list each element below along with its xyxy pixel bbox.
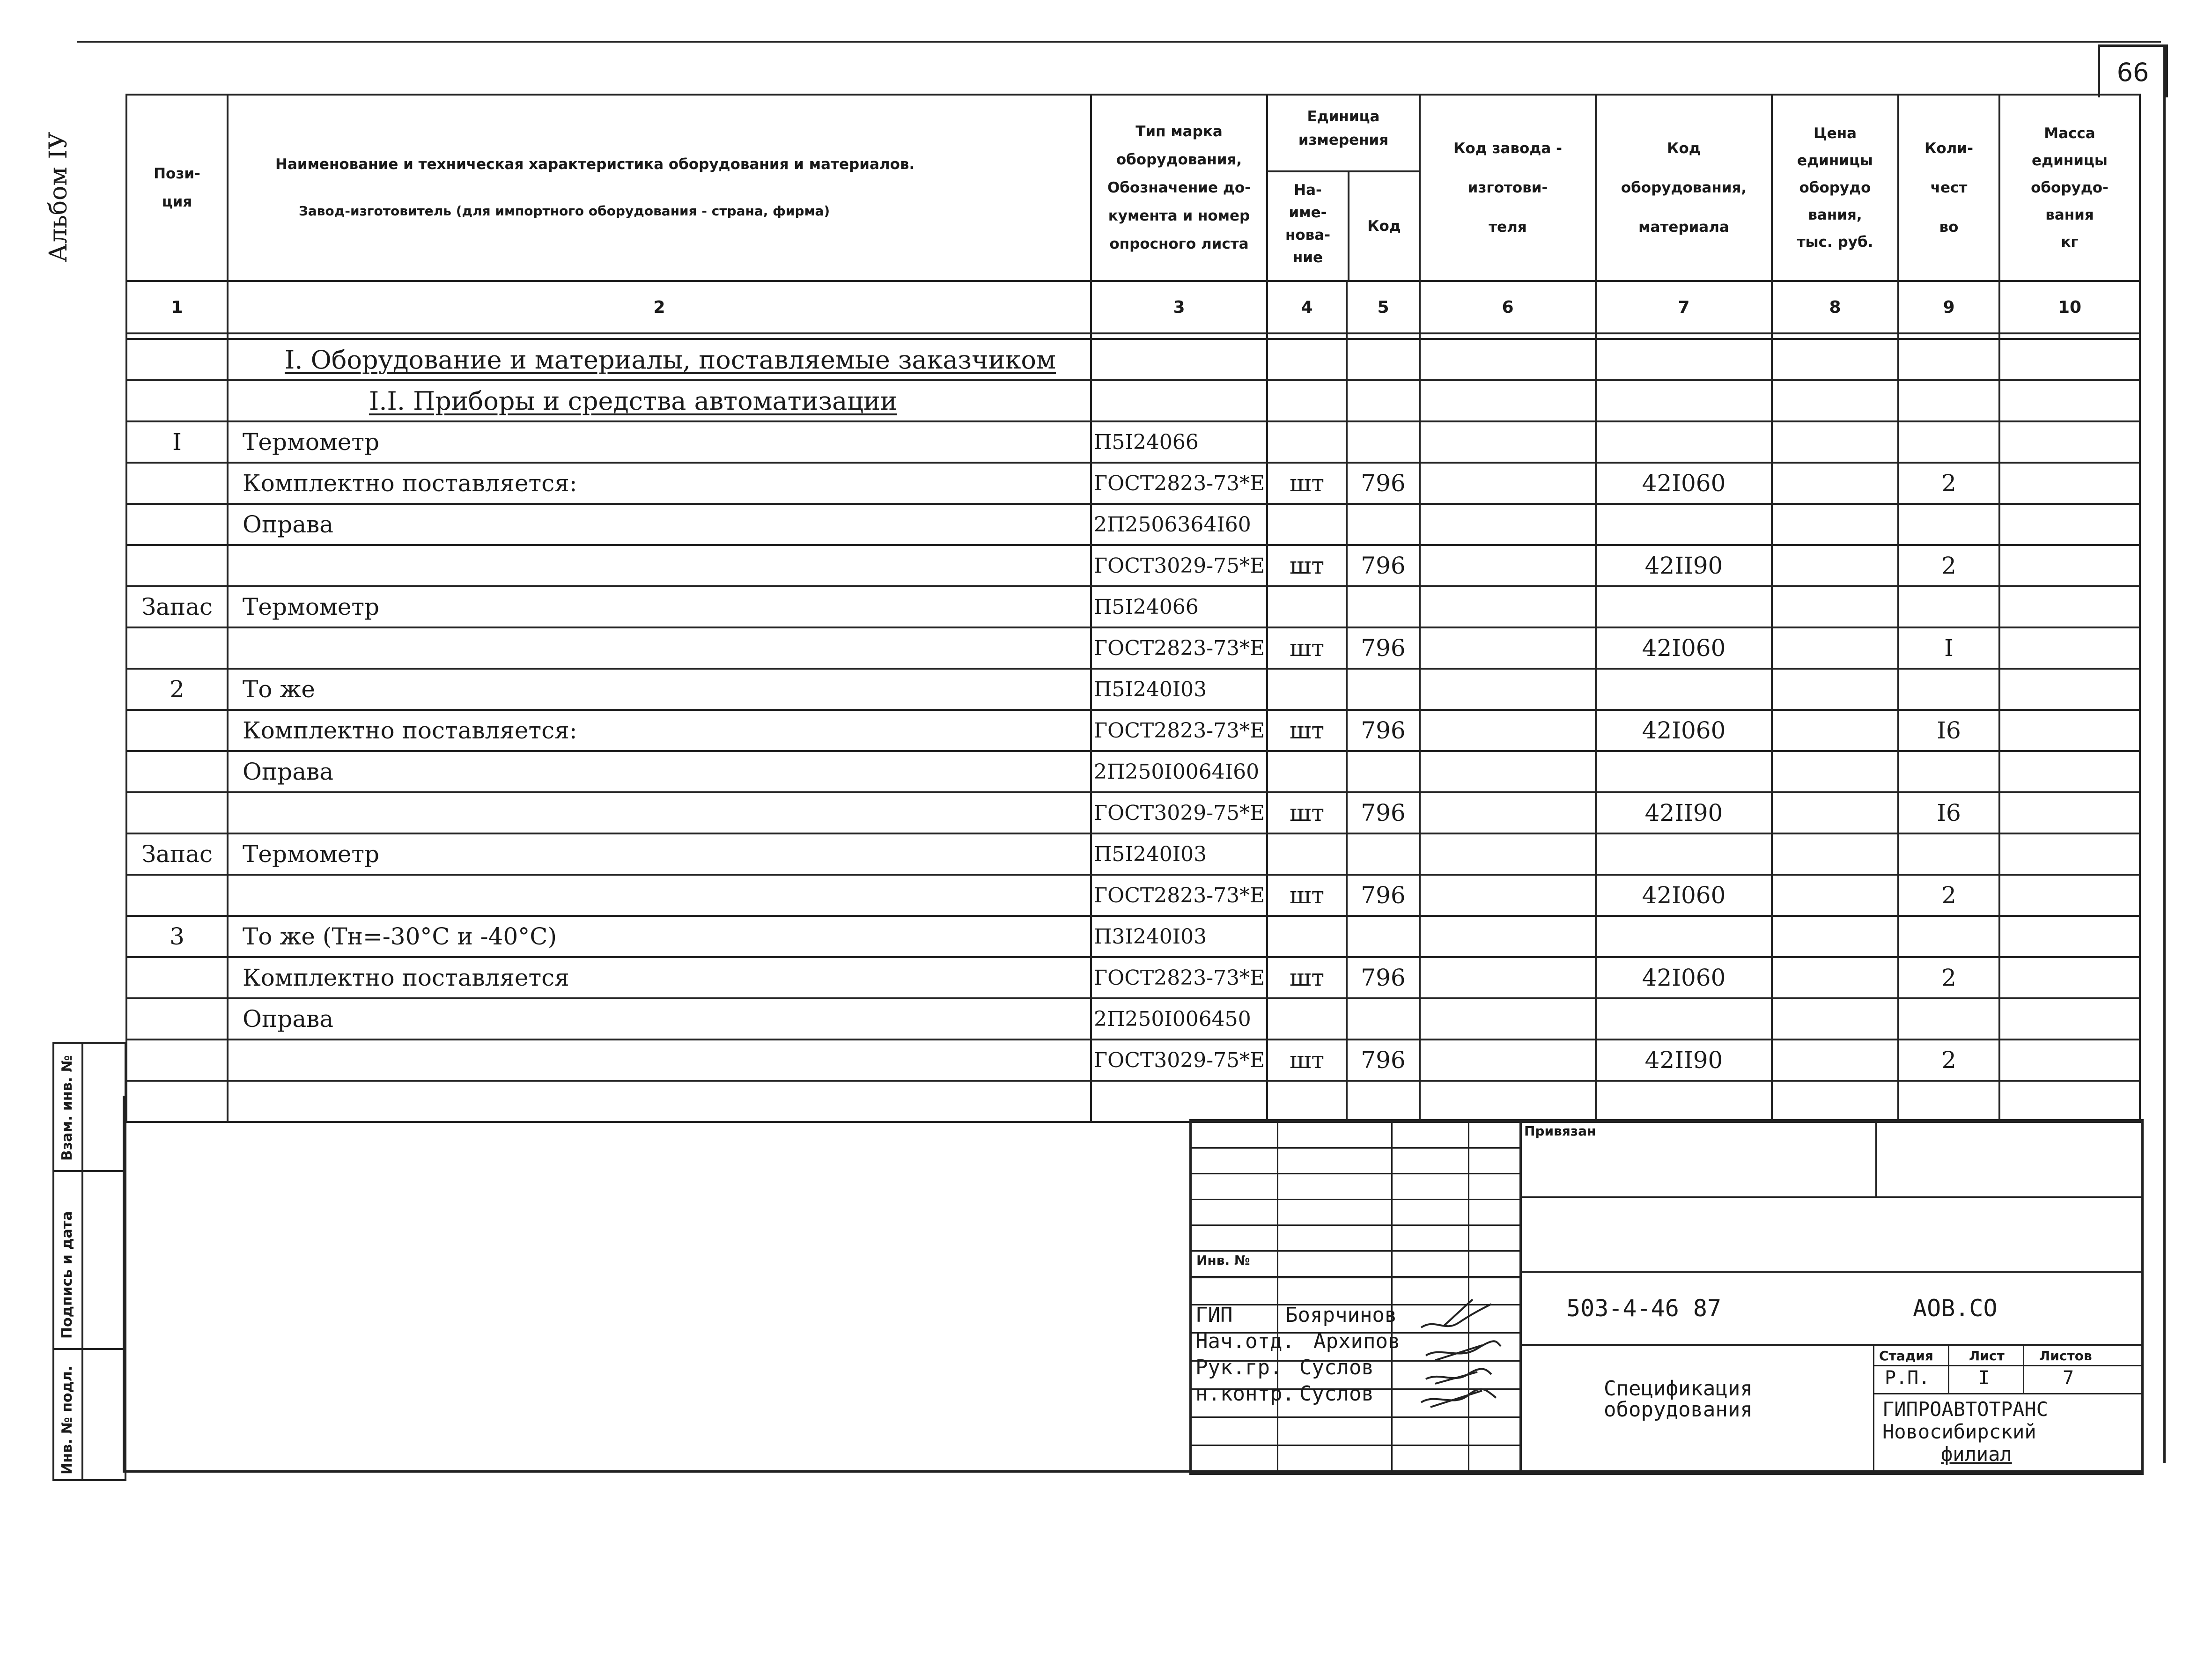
signature-date-label: Подпись и дата — [59, 1211, 75, 1339]
unit-code-cell: 796 — [1347, 792, 1420, 833]
quantity-cell: I6 — [1898, 710, 1999, 751]
type-cell: ГОСТ3029-75*Е — [1091, 545, 1267, 586]
right-border-line — [2163, 44, 2166, 1463]
unit-code-cell: 796 — [1347, 875, 1420, 916]
mass-cell — [1999, 463, 2140, 504]
table-row — [126, 792, 2140, 833]
quantity-cell — [1898, 669, 1999, 710]
table-row — [126, 957, 2140, 998]
position-cell — [126, 751, 228, 792]
stage-value: Р.П. — [1885, 1367, 1930, 1389]
table-row — [126, 627, 2140, 669]
unit-code-cell — [1347, 751, 1420, 792]
mass-cell — [1999, 751, 2140, 792]
sheets-value: 7 — [2063, 1367, 2074, 1389]
unit-code-cell: 796 — [1347, 463, 1420, 504]
name-cell: Комплектно поставляется: — [228, 710, 1091, 751]
organization-line3: филиал — [1941, 1443, 2012, 1466]
column-numbers-row — [126, 281, 2140, 333]
specification-table — [125, 94, 2141, 1123]
table-row — [126, 545, 2140, 586]
mass-cell — [1999, 998, 2140, 1040]
unit-cell — [1267, 421, 1347, 463]
name-norm-control: Суслов — [1299, 1382, 1374, 1406]
type-cell: П5I24066 — [1091, 421, 1267, 463]
name-cell: Термометр — [228, 833, 1091, 875]
table-row — [126, 751, 2140, 792]
type-cell: ГОСТ2823-73*Е — [1091, 463, 1267, 504]
stage-label: Стадия — [1879, 1348, 1933, 1364]
name-cell: То же — [228, 669, 1091, 710]
unit-code-cell: 796 — [1347, 710, 1420, 751]
factory-code-cell — [1420, 792, 1596, 833]
table-row — [126, 710, 2140, 751]
price-cell — [1772, 710, 1898, 751]
quantity-cell — [1898, 504, 1999, 545]
header-quantity: Коли- чест во — [1898, 95, 1999, 281]
factory-code-cell — [1420, 421, 1596, 463]
table-row — [126, 586, 2140, 627]
quantity-cell — [1898, 998, 1999, 1040]
table-row — [126, 463, 2140, 504]
name-cell — [228, 1040, 1091, 1081]
equipment-code-cell: 42I060 — [1596, 875, 1772, 916]
position-cell — [126, 463, 228, 504]
name-department-head: Архипов — [1313, 1329, 1401, 1353]
unit-code-cell: 796 — [1347, 957, 1420, 998]
equipment-code-cell — [1596, 833, 1772, 875]
position-cell — [126, 792, 228, 833]
equipment-code-cell — [1596, 751, 1772, 792]
signatures-image — [1416, 1290, 1515, 1412]
factory-code-cell — [1420, 751, 1596, 792]
col-number: 1 — [126, 281, 228, 333]
table-row — [126, 669, 2140, 710]
mass-cell — [1999, 792, 2140, 833]
mass-cell — [1999, 586, 2140, 627]
factory-code-cell — [1420, 504, 1596, 545]
unit-cell — [1267, 669, 1347, 710]
quantity-cell: 2 — [1898, 463, 1999, 504]
equipment-code-cell — [1596, 916, 1772, 957]
position-cell — [126, 875, 228, 916]
unit-cell: шт — [1267, 710, 1347, 751]
role-norm-control: н.контр. — [1195, 1382, 1295, 1406]
attached-label: Привязан — [1524, 1123, 1596, 1139]
unit-cell — [1267, 586, 1347, 627]
unit-cell: шт — [1267, 792, 1347, 833]
position-cell — [126, 957, 228, 998]
quantity-cell — [1898, 916, 1999, 957]
name-cell: Термометр — [228, 586, 1091, 627]
factory-code-cell — [1420, 586, 1596, 627]
unit-cell: шт — [1267, 1040, 1347, 1081]
quantity-cell: I6 — [1898, 792, 1999, 833]
inventory-number-label: Инв. № — [1196, 1253, 1250, 1268]
document-title-line2: оборудования — [1604, 1398, 1753, 1422]
mass-cell — [1999, 421, 2140, 463]
price-cell — [1772, 421, 1898, 463]
unit-code-cell — [1347, 586, 1420, 627]
document-title-line1: Спецификация — [1604, 1377, 1753, 1401]
position-cell: I — [126, 421, 228, 463]
table-row — [126, 1040, 2140, 1081]
unit-code-cell — [1347, 504, 1420, 545]
price-cell — [1772, 545, 1898, 586]
price-cell — [1772, 792, 1898, 833]
mass-cell — [1999, 627, 2140, 669]
equipment-code-cell: 42I060 — [1596, 957, 1772, 998]
unit-cell — [1267, 998, 1347, 1040]
header-price: Цена единицы оборудо вания, тыс. руб. — [1772, 95, 1898, 281]
equipment-code-cell — [1596, 669, 1772, 710]
sheet-label: Лист — [1969, 1348, 2005, 1364]
position-cell: 2 — [126, 669, 228, 710]
col-number: 4 — [1267, 281, 1347, 333]
equipment-code-cell — [1596, 421, 1772, 463]
factory-code-cell — [1420, 669, 1596, 710]
unit-code-cell: 796 — [1347, 1040, 1420, 1081]
type-cell: 2П250I0064I60 — [1091, 751, 1267, 792]
type-cell: П5I240I03 — [1091, 669, 1267, 710]
header-name-line1: Наименование и техническая характеристика оборудования и материалов. — [275, 156, 915, 173]
unit-cell — [1267, 916, 1347, 957]
unit-code-cell — [1347, 421, 1420, 463]
unit-code-cell — [1347, 833, 1420, 875]
equipment-code-cell — [1596, 586, 1772, 627]
factory-code-cell — [1420, 463, 1596, 504]
unit-code-cell: 796 — [1347, 627, 1420, 669]
position-cell — [126, 710, 228, 751]
price-cell — [1772, 751, 1898, 792]
position-cell — [126, 998, 228, 1040]
original-inventory-label: Инв. № подл. — [59, 1365, 75, 1475]
unit-code-cell — [1347, 998, 1420, 1040]
page-number: 66 — [2098, 44, 2168, 97]
price-cell — [1772, 1040, 1898, 1081]
col-number: 10 — [1999, 281, 2140, 333]
unit-code-cell — [1347, 669, 1420, 710]
col-number: 3 — [1091, 281, 1267, 333]
role-department-head: Нач.отд. — [1195, 1329, 1295, 1353]
mass-cell — [1999, 957, 2140, 998]
equipment-code-cell: 42II90 — [1596, 792, 1772, 833]
price-cell — [1772, 916, 1898, 957]
col-number: 7 — [1596, 281, 1772, 333]
section-title: I. Оборудование и материалы, поставляемые заказчиком — [285, 345, 1056, 375]
table-row — [126, 998, 2140, 1040]
title-block — [1189, 1119, 2144, 1475]
document-mark: АОВ.СО — [1913, 1295, 1998, 1322]
position-cell — [126, 545, 228, 586]
quantity-cell: 2 — [1898, 1040, 1999, 1081]
quantity-cell: 2 — [1898, 875, 1999, 916]
price-cell — [1772, 627, 1898, 669]
type-cell: ГОСТ2823-73*Е — [1091, 627, 1267, 669]
replaced-inventory-label: Взам. инв. № — [59, 1055, 75, 1161]
type-cell: П3I240I03 — [1091, 916, 1267, 957]
type-cell: 2П2506364I60 — [1091, 504, 1267, 545]
quantity-cell: I — [1898, 627, 1999, 669]
unit-code-cell: 796 — [1347, 545, 1420, 586]
name-cell: Термометр — [228, 421, 1091, 463]
name-group-lead: Суслов — [1299, 1356, 1374, 1379]
unit-cell: шт — [1267, 545, 1347, 586]
equipment-code-cell: 42I060 — [1596, 627, 1772, 669]
factory-code-cell — [1420, 627, 1596, 669]
table-row — [126, 504, 2140, 545]
header-factory-code: Код завода - изготови- теля — [1420, 95, 1596, 281]
type-cell: П5I240I03 — [1091, 833, 1267, 875]
equipment-code-cell: 42II90 — [1596, 1040, 1772, 1081]
header-mass: Масса единицы оборудо- вания кг — [1999, 95, 2140, 281]
name-cell — [228, 875, 1091, 916]
factory-code-cell — [1420, 875, 1596, 916]
unit-cell — [1267, 751, 1347, 792]
organization-line2: Новосибирский — [1882, 1420, 2036, 1443]
position-cell: 3 — [126, 916, 228, 957]
price-cell — [1772, 463, 1898, 504]
equipment-code-cell — [1596, 998, 1772, 1040]
table-row — [126, 916, 2140, 957]
unit-cell: шт — [1267, 875, 1347, 916]
position-cell — [126, 1040, 228, 1081]
position-cell — [126, 627, 228, 669]
document-code: 503-4-46 87 — [1566, 1295, 1722, 1322]
header-unit-code: Код — [1367, 218, 1401, 235]
mass-cell — [1999, 710, 2140, 751]
unit-cell: шт — [1267, 463, 1347, 504]
factory-code-cell — [1420, 710, 1596, 751]
factory-code-cell — [1420, 545, 1596, 586]
mass-cell — [1999, 545, 2140, 586]
type-cell: ГОСТ3029-75*Е — [1091, 1040, 1267, 1081]
header-unit-name: На- име- нова- ние — [1268, 172, 1349, 280]
mass-cell — [1999, 833, 2140, 875]
name-cell — [228, 627, 1091, 669]
price-cell — [1772, 669, 1898, 710]
col-number: 8 — [1772, 281, 1898, 333]
type-cell: П5I24066 — [1091, 586, 1267, 627]
factory-code-cell — [1420, 916, 1596, 957]
table-row — [126, 421, 2140, 463]
equipment-code-cell: 42I060 — [1596, 463, 1772, 504]
header-type: Тип марка оборудования, Обозначение до- кумента и номер опросного листа — [1091, 95, 1267, 281]
equipment-code-cell: 42II90 — [1596, 545, 1772, 586]
price-cell — [1772, 957, 1898, 998]
type-cell: ГОСТ2823-73*Е — [1091, 957, 1267, 998]
album-label: Альбом IУ — [44, 132, 73, 262]
factory-code-cell — [1420, 833, 1596, 875]
quantity-cell — [1898, 751, 1999, 792]
mass-cell — [1999, 504, 2140, 545]
name-cell: Комплектно поставляется — [228, 957, 1091, 998]
quantity-cell: 2 — [1898, 957, 1999, 998]
unit-cell: шт — [1267, 957, 1347, 998]
price-cell — [1772, 875, 1898, 916]
mass-cell — [1999, 669, 2140, 710]
equipment-code-cell: 42I060 — [1596, 710, 1772, 751]
header-unit — [1267, 95, 1420, 281]
type-cell: ГОСТ2823-73*Е — [1091, 875, 1267, 916]
type-cell: ГОСТ3029-75*Е — [1091, 792, 1267, 833]
organization-line1: ГИПРОАВТОТРАНС — [1882, 1398, 2049, 1421]
sheet-value: I — [1978, 1367, 1990, 1389]
quantity-cell: 2 — [1898, 545, 1999, 586]
position-cell — [126, 504, 228, 545]
section-row — [126, 339, 2140, 380]
quantity-cell — [1898, 421, 1999, 463]
header-name-line2: Завод-изготовитель (для импортного оборудования - страна, фирма) — [299, 203, 830, 219]
price-cell — [1772, 998, 1898, 1040]
col-number: 6 — [1420, 281, 1596, 333]
name-cell: Оправа — [228, 751, 1091, 792]
table-row — [126, 833, 2140, 875]
col-number: 9 — [1898, 281, 1999, 333]
col-number: 5 — [1347, 281, 1420, 333]
factory-code-cell — [1420, 1040, 1596, 1081]
unit-cell — [1267, 833, 1347, 875]
factory-code-cell — [1420, 998, 1596, 1040]
type-cell: 2П250I006450 — [1091, 998, 1267, 1040]
role-gip: ГИП — [1195, 1303, 1233, 1327]
name-cell — [228, 792, 1091, 833]
price-cell — [1772, 833, 1898, 875]
position-cell: Запас — [126, 586, 228, 627]
subsection-title: I.I. Приборы и средства автоматизации — [369, 386, 897, 416]
price-cell — [1772, 586, 1898, 627]
top-border-line — [77, 41, 2161, 43]
position-cell: Запас — [126, 833, 228, 875]
name-cell — [228, 545, 1091, 586]
header-row — [126, 95, 2140, 281]
header-equipment-code: Код оборудования, материала — [1596, 95, 1772, 281]
mass-cell — [1999, 916, 2140, 957]
unit-code-cell — [1347, 916, 1420, 957]
quantity-cell — [1898, 833, 1999, 875]
header-name — [228, 95, 1091, 281]
table-row — [126, 875, 2140, 916]
rows-body — [126, 421, 2140, 1122]
header-pos: Пози- ция — [126, 95, 228, 281]
unit-cell — [1267, 504, 1347, 545]
sheets-label: Листов — [2039, 1348, 2092, 1364]
mass-cell — [1999, 875, 2140, 916]
role-group-lead: Рук.гр. — [1195, 1356, 1283, 1379]
margin-strip — [52, 1042, 126, 1481]
price-cell — [1772, 504, 1898, 545]
name-gip: Боярчинов — [1285, 1303, 1397, 1327]
type-cell: ГОСТ2823-73*Е — [1091, 710, 1267, 751]
name-cell: Оправа — [228, 998, 1091, 1040]
col-number: 2 — [228, 281, 1091, 333]
quantity-cell — [1898, 586, 1999, 627]
name-cell: Оправа — [228, 504, 1091, 545]
unit-cell: шт — [1267, 627, 1347, 669]
equipment-code-cell — [1596, 504, 1772, 545]
mass-cell — [1999, 1040, 2140, 1081]
factory-code-cell — [1420, 957, 1596, 998]
name-cell: То же (Тн=-30°С и -40°С) — [228, 916, 1091, 957]
subsection-row — [126, 380, 2140, 421]
header-unit-title: Единица измерения — [1268, 96, 1419, 172]
name-cell: Комплектно поставляется: — [228, 463, 1091, 504]
